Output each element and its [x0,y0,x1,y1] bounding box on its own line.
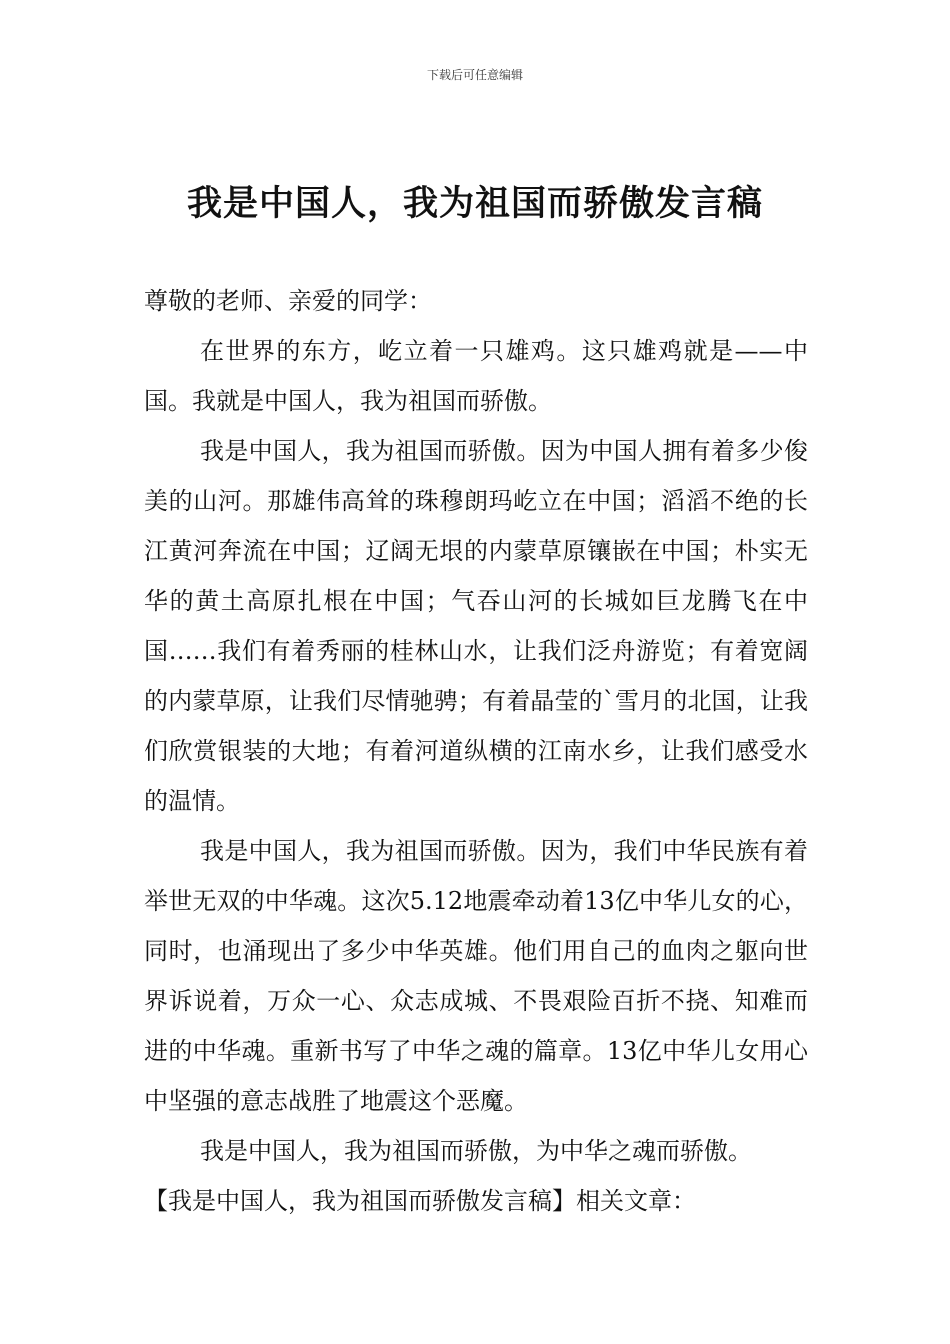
document-title: 我是中国人，我为祖国而骄傲发言稿 [186,184,763,224]
salutation: 尊敬的老师、亲爱的同学： [144,287,432,315]
paragraph-3: 我是中国人，我为祖国而骄傲。因为，我们中华民族有着举世无双的中华魂。这次5.12地震牵动着13亿中华儿女的心，同时，也涌现出了多少中华英雄。他们用自己的血肉之躯向世界诉说着，万众一心、众志成城、不畏艰险百折不挠、知难而进的中华魂。重新书写了中华之魂的篇章。13亿中华儿女用心中坚强的意志战胜了地震这个恶魔。 [144,837,808,1115]
paragraph-1: 在世界的东方，屹立着一只雄鸡。这只雄鸡就是——中国。我就是中国人，我为祖国而骄傲。 [144,337,808,415]
document-body [144,276,808,1226]
header-note: 下载后可任意编辑 [426,68,523,82]
related-articles-heading: 【我是中国人，我为祖国而骄傲发言稿】相关文章： [144,1187,696,1215]
paragraph-4: 我是中国人，我为祖国而骄傲，为中华之魂而骄傲。 [200,1137,752,1165]
paragraph-2: 我是中国人，我为祖国而骄傲。因为中国人拥有着多少俊美的山河。那雄伟高耸的珠穆朗玛屹立在中国；滔滔不绝的长江黄河奔流在中国；辽阔无垠的内蒙草原镶嵌在中国；朴实无华的黄土高原扎根在中国；气吞山河的长城如巨龙腾飞在中国……我们有着秀丽的桂林山水，让我们泛舟游览；有着宽阔的内蒙草原，让我们尽情驰骋；有着晶莹的`雪月的北国，让我们欣赏银装的大地；有着河道纵横的江南水乡，让我们感受水的温情。 [144,437,808,815]
